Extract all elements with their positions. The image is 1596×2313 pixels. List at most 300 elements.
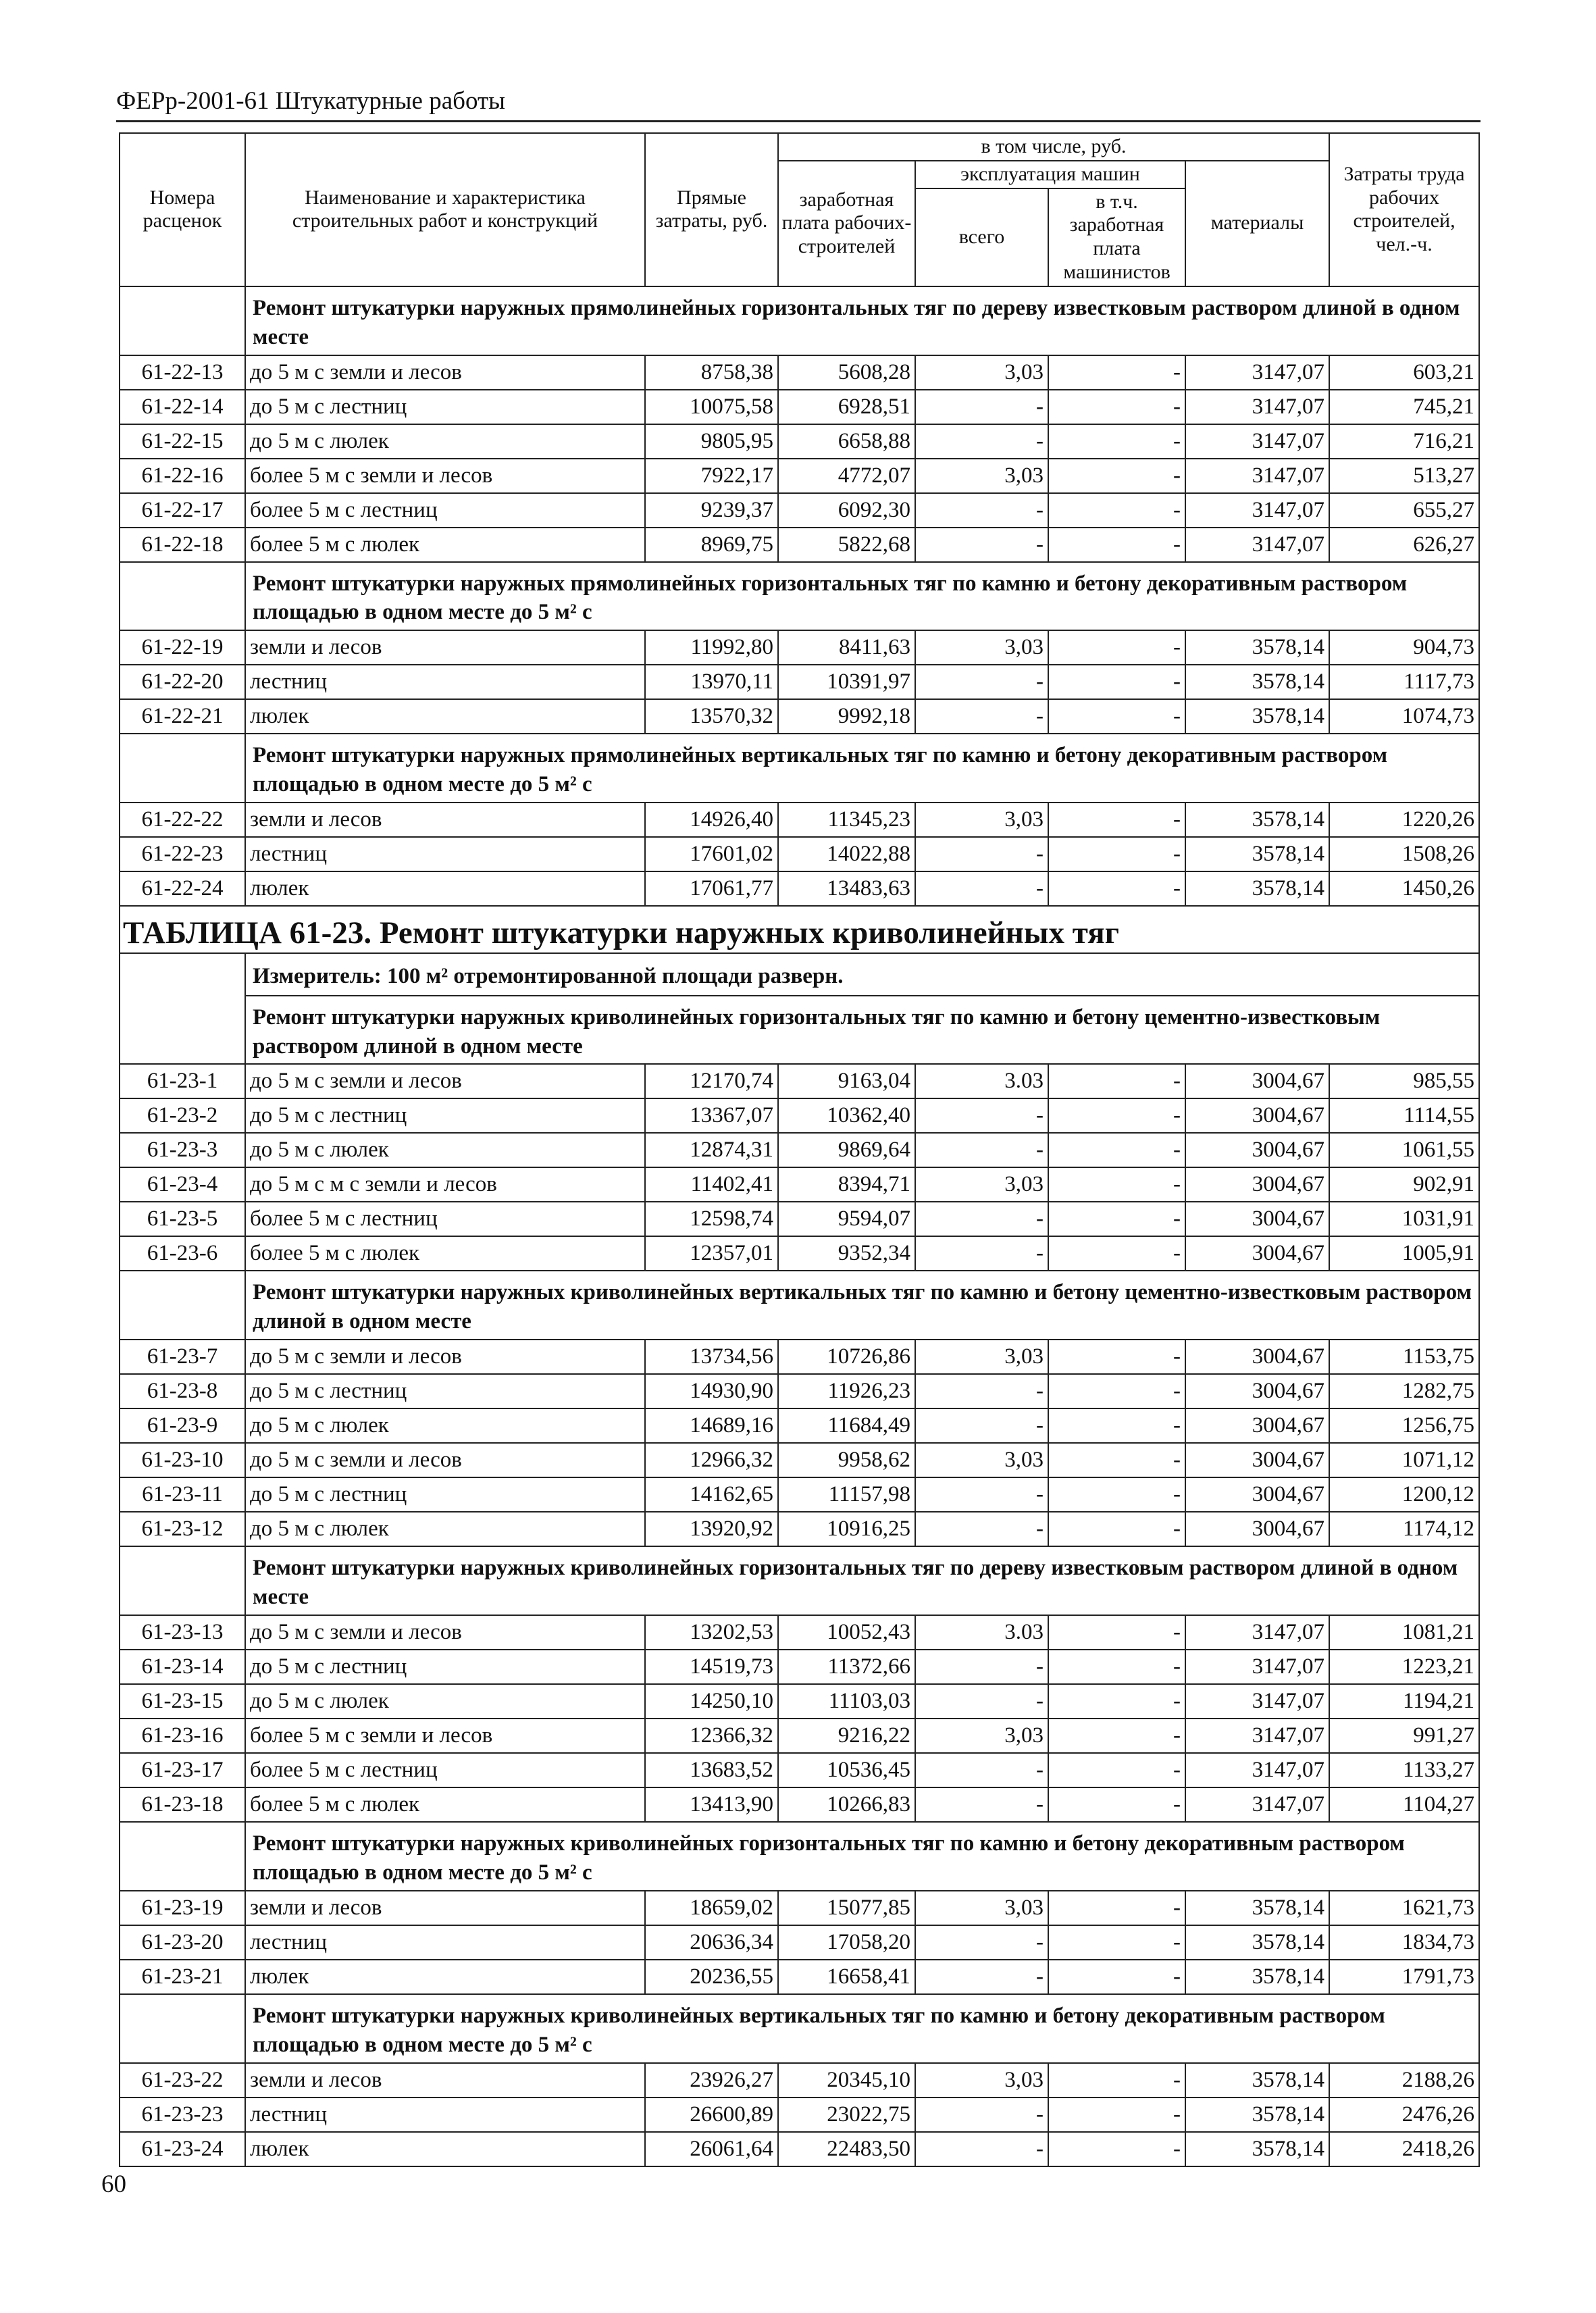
cell-direct: 12170,74 [645, 1064, 778, 1098]
cell-name: земли и лесов [245, 803, 645, 837]
cell-name: до 5 м с м с земли и лесов [245, 1167, 645, 1202]
cell-name: до 5 м с земли и лесов [245, 1340, 645, 1374]
cell-mat: 3147,07 [1185, 355, 1329, 390]
section-title: Ремонт штукатурки наружных криволинейных горизонтальных тяг по дереву известковым раствором длиной в одном месте [245, 1546, 1479, 1615]
section-code-spacer [120, 1271, 245, 1340]
table-row [120, 1512, 1479, 1546]
cell-wages: 23022,75 [778, 2098, 915, 2132]
cell-mat: 3004,67 [1185, 1098, 1329, 1133]
cell-direct: 14250,10 [645, 1684, 778, 1719]
cell-labor: 1005,91 [1329, 1236, 1479, 1271]
section-code-spacer [120, 1546, 245, 1615]
section-row [120, 562, 1479, 631]
cell-labor: 1104,27 [1329, 1787, 1479, 1822]
cell-labor: 1074,73 [1329, 699, 1479, 734]
cell-mwages: - [1048, 459, 1185, 493]
cell-mat: 3578,14 [1185, 1960, 1329, 1994]
cell-code: 61-22-22 [120, 803, 245, 837]
cell-labor: 1153,75 [1329, 1340, 1479, 1374]
table-row [120, 1615, 1479, 1650]
table-row [120, 1477, 1479, 1512]
cell-labor: 655,27 [1329, 493, 1479, 528]
cell-direct: 18659,02 [645, 1891, 778, 1925]
cell-direct: 13683,52 [645, 1753, 778, 1787]
cell-mach: - [915, 528, 1048, 562]
cell-direct: 9805,95 [645, 424, 778, 459]
col-header-materials: материалы [1185, 161, 1329, 286]
cell-direct: 12598,74 [645, 1202, 778, 1236]
cell-labor: 991,27 [1329, 1719, 1479, 1753]
cell-labor: 626,27 [1329, 528, 1479, 562]
cell-mwages: - [1048, 1512, 1185, 1546]
cell-labor: 745,21 [1329, 390, 1479, 424]
cell-name: до 5 м с лестниц [245, 1477, 645, 1512]
section-row [120, 1546, 1479, 1615]
section-title: Ремонт штукатурки наружных криволинейных горизонтальных тяг по камню и бетону декоративным раствором площадью в одном месте до 5 м² с [245, 1822, 1479, 1891]
cell-mwages: - [1048, 1787, 1185, 1822]
cell-labor: 1174,12 [1329, 1512, 1479, 1546]
cell-mat: 3004,67 [1185, 1512, 1329, 1546]
cell-mat: 3004,67 [1185, 1408, 1329, 1443]
cell-labor: 1256,75 [1329, 1408, 1479, 1443]
cell-mat: 3004,67 [1185, 1202, 1329, 1236]
table-row [120, 699, 1479, 734]
col-header-direct: Прямые затраты, руб. [645, 133, 778, 286]
cell-labor: 716,21 [1329, 424, 1479, 459]
cell-mach: 3,03 [915, 1443, 1048, 1477]
cell-wages: 11684,49 [778, 1408, 915, 1443]
cell-mat: 3004,67 [1185, 1477, 1329, 1512]
measure-text: Измеритель: 100 м² отремонтированной площади разверн. [245, 953, 1479, 996]
cell-wages: 11372,66 [778, 1650, 915, 1684]
table-row [120, 1960, 1479, 1994]
cell-mat: 3147,07 [1185, 1787, 1329, 1822]
cell-mat: 3004,67 [1185, 1374, 1329, 1408]
cell-mach: - [915, 2098, 1048, 2132]
cell-mwages: - [1048, 1477, 1185, 1512]
cell-name: земли и лесов [245, 1891, 645, 1925]
cell-mat: 3147,07 [1185, 1650, 1329, 1684]
cell-direct: 14162,65 [645, 1477, 778, 1512]
cell-name: лестниц [245, 1925, 645, 1960]
cell-mwages: - [1048, 1408, 1185, 1443]
cell-wages: 5822,68 [778, 528, 915, 562]
cell-mat: 3578,14 [1185, 630, 1329, 665]
cell-direct: 26061,64 [645, 2132, 778, 2166]
section-code-spacer [120, 1822, 245, 1891]
cell-direct: 12357,01 [645, 1236, 778, 1271]
cell-name: до 5 м с земли и лесов [245, 1615, 645, 1650]
cell-wages: 9992,18 [778, 699, 915, 734]
section-title: Ремонт штукатурки наружных криволинейных горизонтальных тяг по камню и бетону цементно-известковым раствором длиной в одном месте [245, 996, 1479, 1065]
cell-name: более 5 м с лестниц [245, 1202, 645, 1236]
cell-mwages: - [1048, 1925, 1185, 1960]
cell-code: 61-22-21 [120, 699, 245, 734]
cell-wages: 10536,45 [778, 1753, 915, 1787]
cell-mwages: - [1048, 1064, 1185, 1098]
cell-labor: 1071,12 [1329, 1443, 1479, 1477]
cell-mat: 3578,14 [1185, 2063, 1329, 2098]
cell-name: до 5 м с земли и лесов [245, 355, 645, 390]
section-title: Ремонт штукатурки наружных прямолинейных горизонтальных тяг по камню и бетону декоративным раствором площадью в одном месте до 5 м² с [245, 562, 1479, 631]
cell-mat: 3578,14 [1185, 837, 1329, 871]
cell-code: 61-23-8 [120, 1374, 245, 1408]
cell-direct: 20236,55 [645, 1960, 778, 1994]
cell-code: 61-23-22 [120, 2063, 245, 2098]
cell-direct: 23926,27 [645, 2063, 778, 2098]
cell-wages: 9163,04 [778, 1064, 915, 1098]
cell-wages: 11157,98 [778, 1477, 915, 1512]
cell-name: лестниц [245, 837, 645, 871]
cell-mwages: - [1048, 2132, 1185, 2166]
cell-code: 61-23-1 [120, 1064, 245, 1098]
cell-mwages: - [1048, 837, 1185, 871]
cell-labor: 1282,75 [1329, 1374, 1479, 1408]
cell-mach: 3,03 [915, 1167, 1048, 1202]
table-row [120, 390, 1479, 424]
cell-mach: - [915, 1098, 1048, 1133]
table-row [120, 2098, 1479, 2132]
cell-code: 61-23-24 [120, 2132, 245, 2166]
cell-code: 61-23-4 [120, 1167, 245, 1202]
cell-wages: 9958,62 [778, 1443, 915, 1477]
cell-name: люлек [245, 2132, 645, 2166]
cell-name: до 5 м с люлек [245, 424, 645, 459]
cell-code: 61-23-15 [120, 1684, 245, 1719]
table-row [120, 1374, 1479, 1408]
cell-name: более 5 м с люлек [245, 1787, 645, 1822]
section-title: Ремонт штукатурки наружных прямолинейных вертикальных тяг по камню и бетону декоративным раствором площадью в одном месте до 5 м² с [245, 734, 1479, 803]
cell-code: 61-22-19 [120, 630, 245, 665]
cell-code: 61-22-17 [120, 493, 245, 528]
cell-mat: 3578,14 [1185, 871, 1329, 906]
table-row [120, 1408, 1479, 1443]
cell-name: земли и лесов [245, 2063, 645, 2098]
cell-name: до 5 м с люлек [245, 1408, 645, 1443]
cell-direct: 14519,73 [645, 1650, 778, 1684]
cell-mach: - [915, 493, 1048, 528]
cell-wages: 6658,88 [778, 424, 915, 459]
page-header-title: ФЕРр-2001-61 Штукатурные работы [116, 87, 505, 115]
cell-wages: 17058,20 [778, 1925, 915, 1960]
table-row [120, 1753, 1479, 1787]
cell-mat: 3147,07 [1185, 1719, 1329, 1753]
table-row [120, 837, 1479, 871]
section-code-spacer [120, 734, 245, 803]
section-title: Ремонт штукатурки наружных криволинейных вертикальных тяг по камню и бетону декоративным раствором площадью в одном месте до 5 м² с [245, 1994, 1479, 2063]
cell-code: 61-23-23 [120, 2098, 245, 2132]
cell-mwages: - [1048, 699, 1185, 734]
section-row [120, 734, 1479, 803]
cell-mach: - [915, 424, 1048, 459]
cell-name: до 5 м с земли и лесов [245, 1443, 645, 1477]
cell-wages: 10726,86 [778, 1340, 915, 1374]
section-code-spacer [120, 953, 245, 996]
cell-wages: 9352,34 [778, 1236, 915, 1271]
cell-direct: 13202,53 [645, 1615, 778, 1650]
cell-mat: 3578,14 [1185, 803, 1329, 837]
cell-name: люлек [245, 699, 645, 734]
cell-labor: 1133,27 [1329, 1753, 1479, 1787]
cell-code: 61-22-15 [120, 424, 245, 459]
cell-code: 61-22-20 [120, 665, 245, 699]
table-row [120, 1650, 1479, 1684]
cell-wages: 11345,23 [778, 803, 915, 837]
table-row [120, 803, 1479, 837]
cell-wages: 16658,41 [778, 1960, 915, 1994]
section-code-spacer [120, 1994, 245, 2063]
cell-name: лестниц [245, 2098, 645, 2132]
cell-mwages: - [1048, 2063, 1185, 2098]
cell-mat: 3578,14 [1185, 1925, 1329, 1960]
cell-code: 61-23-19 [120, 1891, 245, 1925]
cell-mwages: - [1048, 1167, 1185, 1202]
cell-mach: - [915, 2132, 1048, 2166]
col-header-machines-wages: в т.ч. заработная плата машинистов [1048, 188, 1185, 286]
cell-mat: 3004,67 [1185, 1443, 1329, 1477]
table-row [120, 1787, 1479, 1822]
cell-name: более 5 м с люлек [245, 1236, 645, 1271]
cell-mwages: - [1048, 1236, 1185, 1271]
table-row [120, 1719, 1479, 1753]
section-row [120, 996, 1479, 1065]
section-code-spacer [120, 562, 245, 631]
cell-labor: 1621,73 [1329, 1891, 1479, 1925]
cell-labor: 1031,91 [1329, 1202, 1479, 1236]
cell-direct: 14689,16 [645, 1408, 778, 1443]
cell-mach: 3,03 [915, 803, 1048, 837]
cell-name: более 5 м с земли и лесов [245, 1719, 645, 1753]
col-header-incl: в том числе, руб. [778, 133, 1329, 161]
col-header-labor: Затраты труда рабочих строителей, чел.-ч. [1329, 133, 1479, 286]
table-row [120, 1443, 1479, 1477]
cell-labor: 1834,73 [1329, 1925, 1479, 1960]
cell-name: более 5 м с люлек [245, 528, 645, 562]
cell-mach: - [915, 1512, 1048, 1546]
cell-code: 61-22-16 [120, 459, 245, 493]
cell-direct: 10075,58 [645, 390, 778, 424]
cell-wages: 4772,07 [778, 459, 915, 493]
cell-mwages: - [1048, 2098, 1185, 2132]
cell-name: люлек [245, 1960, 645, 1994]
table-row [120, 1891, 1479, 1925]
cell-mwages: - [1048, 1202, 1185, 1236]
cell-wages: 10052,43 [778, 1615, 915, 1650]
cell-mwages: - [1048, 1684, 1185, 1719]
cell-mwages: - [1048, 493, 1185, 528]
cell-mach: 3,03 [915, 1891, 1048, 1925]
cell-mwages: - [1048, 1374, 1185, 1408]
table-row [120, 665, 1479, 699]
cell-mach: - [915, 390, 1048, 424]
cell-wages: 22483,50 [778, 2132, 915, 2166]
table-row [120, 1098, 1479, 1133]
col-header-wages: заработная плата рабочих-строителей [778, 161, 915, 286]
cell-wages: 14022,88 [778, 837, 915, 871]
cell-direct: 9239,37 [645, 493, 778, 528]
cell-mach: - [915, 665, 1048, 699]
cell-mat: 3147,07 [1185, 1684, 1329, 1719]
cell-mwages: - [1048, 803, 1185, 837]
cell-mwages: - [1048, 1719, 1185, 1753]
cell-direct: 12874,31 [645, 1133, 778, 1167]
cell-labor: 513,27 [1329, 459, 1479, 493]
col-header-machines: эксплуатация машин [915, 161, 1185, 188]
table-row [120, 355, 1479, 390]
cell-mach: - [915, 1684, 1048, 1719]
cell-name: более 5 м с лестниц [245, 1753, 645, 1787]
cell-name: люлек [245, 871, 645, 906]
cell-code: 61-23-16 [120, 1719, 245, 1753]
cell-mat: 3147,07 [1185, 1753, 1329, 1787]
cell-direct: 11992,80 [645, 630, 778, 665]
cell-code: 61-23-2 [120, 1098, 245, 1133]
cell-mat: 3147,07 [1185, 424, 1329, 459]
cell-wages: 15077,85 [778, 1891, 915, 1925]
cell-direct: 11402,41 [645, 1167, 778, 1202]
cell-wages: 9869,64 [778, 1133, 915, 1167]
table-row [120, 1202, 1479, 1236]
measure-row [120, 953, 1479, 996]
cell-code: 61-22-24 [120, 871, 245, 906]
cell-direct: 13734,56 [645, 1340, 778, 1374]
cell-labor: 1194,21 [1329, 1684, 1479, 1719]
cell-labor: 902,91 [1329, 1167, 1479, 1202]
table-row [120, 528, 1479, 562]
cell-labor: 1223,21 [1329, 1650, 1479, 1684]
rates-table-body [120, 286, 1479, 2166]
cell-labor: 1081,21 [1329, 1615, 1479, 1650]
cell-wages: 10916,25 [778, 1512, 915, 1546]
table-row [120, 871, 1479, 906]
cell-mach: 3,03 [915, 630, 1048, 665]
col-header-code: Номера расценок [120, 133, 245, 286]
cell-mach: 3,03 [915, 459, 1048, 493]
page-number: 60 [101, 2170, 126, 2198]
cell-mwages: - [1048, 1443, 1185, 1477]
cell-code: 61-23-7 [120, 1340, 245, 1374]
cell-wages: 8411,63 [778, 630, 915, 665]
cell-wages: 9594,07 [778, 1202, 915, 1236]
table-row [120, 2132, 1479, 2166]
cell-code: 61-23-17 [120, 1753, 245, 1787]
cell-mwages: - [1048, 1650, 1185, 1684]
cell-labor: 1200,12 [1329, 1477, 1479, 1512]
cell-mach: - [915, 1236, 1048, 1271]
header-rule [116, 120, 1481, 122]
cell-mwages: - [1048, 1615, 1185, 1650]
cell-mach: - [915, 1408, 1048, 1443]
cell-code: 61-23-18 [120, 1787, 245, 1822]
table-title-row [120, 906, 1479, 953]
cell-direct: 12366,32 [645, 1719, 778, 1753]
cell-mwages: - [1048, 1753, 1185, 1787]
table-row [120, 1340, 1479, 1374]
cell-wages: 6092,30 [778, 493, 915, 528]
cell-mat: 3004,67 [1185, 1236, 1329, 1271]
cell-direct: 26600,89 [645, 2098, 778, 2132]
table-row [120, 630, 1479, 665]
cell-mach: - [915, 837, 1048, 871]
section-title: Ремонт штукатурки наружных прямолинейных горизонтальных тяг по дереву известковым раствором длиной в одном месте [245, 286, 1479, 355]
table-row [120, 2063, 1479, 2098]
cell-mwages: - [1048, 871, 1185, 906]
cell-labor: 985,55 [1329, 1064, 1479, 1098]
cell-direct: 14926,40 [645, 803, 778, 837]
cell-mat: 3578,14 [1185, 1891, 1329, 1925]
cell-labor: 2418,26 [1329, 2132, 1479, 2166]
cell-labor: 2476,26 [1329, 2098, 1479, 2132]
cell-labor: 603,21 [1329, 355, 1479, 390]
cell-code: 61-23-3 [120, 1133, 245, 1167]
cell-labor: 1220,26 [1329, 803, 1479, 837]
cell-wages: 8394,71 [778, 1167, 915, 1202]
table-row [120, 1064, 1479, 1098]
cell-name: лестниц [245, 665, 645, 699]
cell-mat: 3004,67 [1185, 1064, 1329, 1098]
col-header-name: Наименование и характеристика строительных работ и конструкций [245, 133, 645, 286]
cell-labor: 904,73 [1329, 630, 1479, 665]
cell-mach: - [915, 1753, 1048, 1787]
cell-mwages: - [1048, 1340, 1185, 1374]
cell-labor: 1508,26 [1329, 837, 1479, 871]
cell-mat: 3147,07 [1185, 493, 1329, 528]
rates-table [119, 132, 1480, 2167]
section-code-spacer [120, 286, 245, 355]
cell-direct: 20636,34 [645, 1925, 778, 1960]
cell-mach: 3,03 [915, 1340, 1048, 1374]
table-row [120, 1167, 1479, 1202]
cell-mwages: - [1048, 424, 1185, 459]
cell-name: до 5 м с люлек [245, 1684, 645, 1719]
cell-labor: 2188,26 [1329, 2063, 1479, 2098]
cell-name: до 5 м с люлек [245, 1512, 645, 1546]
cell-code: 61-23-14 [120, 1650, 245, 1684]
cell-direct: 8969,75 [645, 528, 778, 562]
cell-code: 61-23-11 [120, 1477, 245, 1512]
cell-wages: 20345,10 [778, 2063, 915, 2098]
cell-direct: 13970,11 [645, 665, 778, 699]
table-row [120, 493, 1479, 528]
cell-direct: 13413,90 [645, 1787, 778, 1822]
cell-wages: 10362,40 [778, 1098, 915, 1133]
section-code-spacer [120, 996, 245, 1065]
cell-direct: 13367,07 [645, 1098, 778, 1133]
cell-mach: 3,03 [915, 355, 1048, 390]
cell-mwages: - [1048, 355, 1185, 390]
cell-mat: 3004,67 [1185, 1167, 1329, 1202]
cell-name: до 5 м с лестниц [245, 1650, 645, 1684]
cell-direct: 13570,32 [645, 699, 778, 734]
cell-name: до 5 м с лестниц [245, 1098, 645, 1133]
cell-code: 61-23-13 [120, 1615, 245, 1650]
cell-name: до 5 м с лестниц [245, 390, 645, 424]
cell-name: до 5 м с люлек [245, 1133, 645, 1167]
cell-name: более 5 м с земли и лесов [245, 459, 645, 493]
cell-mach: - [915, 1925, 1048, 1960]
cell-direct: 17601,02 [645, 837, 778, 871]
cell-mat: 3004,67 [1185, 1340, 1329, 1374]
cell-mwages: - [1048, 665, 1185, 699]
cell-labor: 1114,55 [1329, 1098, 1479, 1133]
cell-code: 61-23-9 [120, 1408, 245, 1443]
cell-code: 61-23-6 [120, 1236, 245, 1271]
cell-code: 61-23-21 [120, 1960, 245, 1994]
cell-mach: - [915, 1133, 1048, 1167]
cell-mach: - [915, 1960, 1048, 1994]
cell-mach: - [915, 699, 1048, 734]
table-row [120, 1133, 1479, 1167]
